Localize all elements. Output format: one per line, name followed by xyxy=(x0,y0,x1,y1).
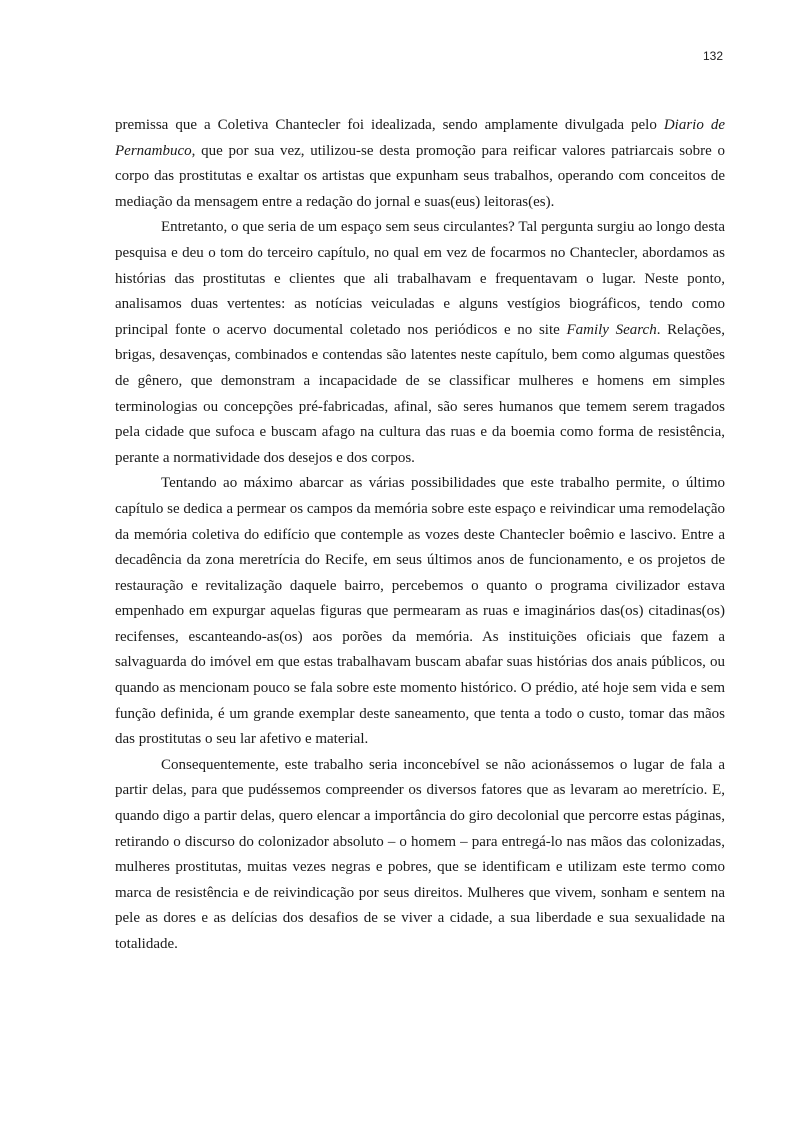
paragraph-3-text: Tentando ao máximo abarcar as várias possibilidades que este trabalho permite, o último capítulo se dedica a permear os campos da memória sobre este espaço e reivindicar uma remodelação da memória coletiva do edifício que contemple as vozes deste Chantecler boêmio e lascivo. Entre a decadência da zona meretrícia do Recife, em seus últimos anos de funcionamento, e os projetos de restauração e revitalização daquele bairro, percebemos o quanto o programa civilizador estava empenhado em expurgar aquelas figuras que permearam as ruas e imaginários das(os) citadinas(os) recifenses, escanteando-as(os) aos porões da memória. As instituições oficiais que fazem a salvaguarda do imóvel em que estas trabalhavam buscam abafar suas histórias dos anais públicos, ou quando as mencionam pouco se fala sobre este momento histórico. O prédio, até hoje sem vida e sem função definida, é um grande exemplar deste saneamento, que tenta a todo o custo, tomar das mãos das prostitutas o seu lar afetivo e material. xyxy=(115,475,725,748)
paragraph-1 xyxy=(115,113,725,215)
paragraph-1-text-a: premissa que a Coletiva Chantecler foi idealizada, sendo amplamente divulgada pelo xyxy=(115,117,664,133)
site-name-family-search: Family Search xyxy=(566,321,657,338)
paragraph-3 xyxy=(115,471,725,753)
paragraph-2 xyxy=(115,215,725,471)
body-text xyxy=(115,113,725,958)
paragraph-4-text: Consequentemente, este trabalho seria inconcebível se não acionássemos o lugar de fala a partir delas, para que pudéssemos compreender os diversos fatores que as levaram ao meretrício. E, quando digo a partir delas, quero elencar a importância do giro decolonial que percorre estas páginas, retirando o discurso do colonizador absoluto – o homem – para entregá-lo nas mãos das colonizadas, mulheres prostitutas, muitas vezes negras e pobres, que se identificam e utilizam este termo como marca de resistência e de reivindicação por seus direitos. Mulheres que vivem, sonham e sentem na pele as dores e as delícias dos desafios de se viver a cidade, a sua liberdade e sua sexualidade na totalidade. xyxy=(115,756,725,952)
page-number: 132 xyxy=(702,49,723,63)
paragraph-4 xyxy=(115,753,725,958)
paragraph-2-text-a: Entretanto, o que seria de um espaço sem seus circulantes? Tal pergunta surgiu ao longo desta pesquisa e deu o tom do terceiro capítulo, no qual em vez de focarmos no Chantecler, abordamos as histórias das prostitutas e clientes que ali trabalhavam e frequentavam o lugar. Neste ponto, analisamos duas vertentes: as notícias veiculadas e alguns vestígios biográficos, tendo como principal fonte o acervo documental coletado nos periódicos e no site xyxy=(115,219,725,338)
paragraph-1-text-b: , que por sua vez, utilizou-se desta promoção para reificar valores patriarcais sobre o corpo das prostitutas e exaltar os artistas que expunham seus trabalhos, operando com conceitos de mediação da mensagem entre a redação do jornal e suas(eus) leitoras(es). xyxy=(115,142,725,210)
paragraph-2-text-b: . Relações, brigas, desavenças, combinados e contendas são latentes neste capítulo, bem como algumas questões de gênero, que demonstram a incapacidade de se classificar mulheres e homens em simples terminologias ou concepções pré-fabricadas, afinal, são seres humanos que temem serem tragados pela cidade que sufoca e buscam afago na cultura das ruas e da boemia como forma de resistência, perante a normatividade dos desejos e dos corpos. xyxy=(115,321,726,466)
newspaper-title-diario-de-pernambuco: Diario de Pernambuco xyxy=(115,117,725,159)
